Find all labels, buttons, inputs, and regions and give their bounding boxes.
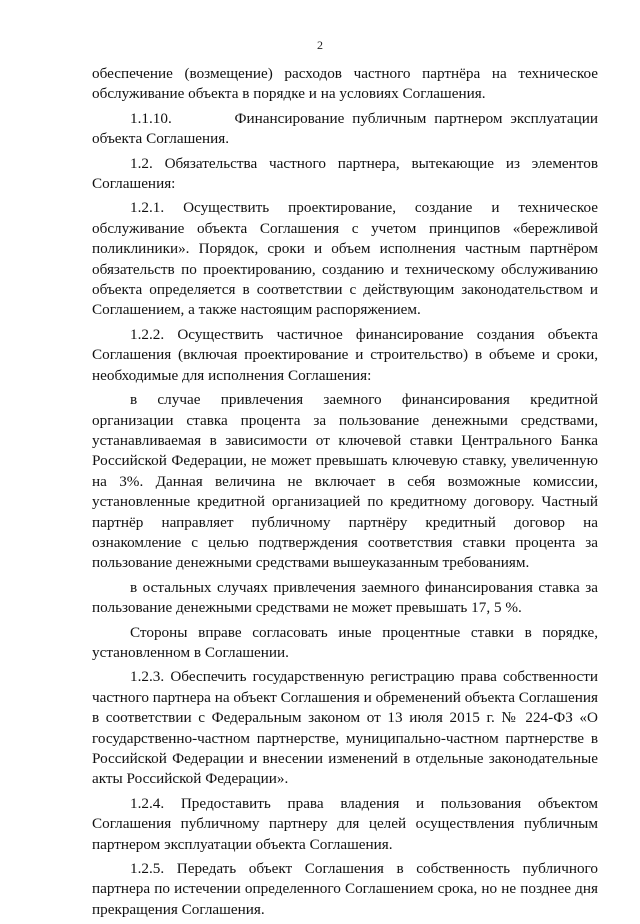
document-body [92,64,602,924]
paragraph: обеспечение (возмещение) расходов частного партнёра на техническое обслуживание объекта в порядке и на условиях Соглашения. [92,65,598,103]
paragraph: в остальных случаях привлечения заемного финансирования ставка за пользование денежными средствами не может превышать 17, 5 %. [92,578,598,617]
paragraph: 1.2.1. Осуществить проектирование, создание и техническое обслуживание объекта Соглашения с учетом принципов «бережливой поликлиники». Порядок, сроки и объем исполнения частным партнёром обязательств по проектированию, созданию и техническому обслуживанию объекта определяется в соответствии с действующим законодательством и Соглашением, а также настоящим распоряжением. [92,199,598,319]
page-number: 2 [317,38,323,52]
paragraph: 1.2.4. Предоставить права владения и пользования объектом Соглашения публичному партнеру для целей осуществления публичным партнером эксплуатации объекта Соглашения. [92,794,598,853]
paragraph: 1.2.5. Передать объект Соглашения в собственность публичного партнера по истечении определенного Соглашением срока, но не позднее дня прекращения Соглашения. [92,860,598,918]
paragraph: 1.1.10. Финансирование публичным партнером эксплуатации объекта Соглашения. [92,109,602,148]
paragraph: в случае привлечения заемного финансирования кредитной организации ставка процента за пользование денежными средствами, устанавливаемая в зависимости от ключевой ставки Центрального Банка Российской Федерации, не может превышать ключевую ставку, увеличенную на 3%. Данная величина не включает в себя возможные комиссии, установленные кредитной организацией по кредитному договору. Частный партнёр направляет публичному партнёру кредитный договор на ознакомление с целью подтверждения соответствия ставки процента за пользование денежными средствами вышеуказанным требованиям. [92,391,598,572]
paragraph: 1.2.3. Обеспечить государственную регистрацию права собственности частного партнера на объект Соглашения и обременений объекта Соглашения в соответствии с Федеральным законом от 13 июля 2015 г. № 224-ФЗ «О государственно-частном партнерстве, муниципально-частном партнерстве в Российской Федерации и внесении изменений в отдельные законодательные акты Российской Федерации». [92,668,598,788]
paragraph: 1.2.2. Осуществить частичное финансирование создания объекта Соглашения (включая проектирование и строительство) в объеме и сроки, необходимые для исполнения Соглашения: [92,325,598,384]
paragraph: 1.2. Обязательства частного партнера, вытекающие из элементов Соглашения: [92,154,598,193]
paragraph: Стороны вправе согласовать иные процентные ставки в порядке, установленном в Соглашении. [92,623,598,661]
